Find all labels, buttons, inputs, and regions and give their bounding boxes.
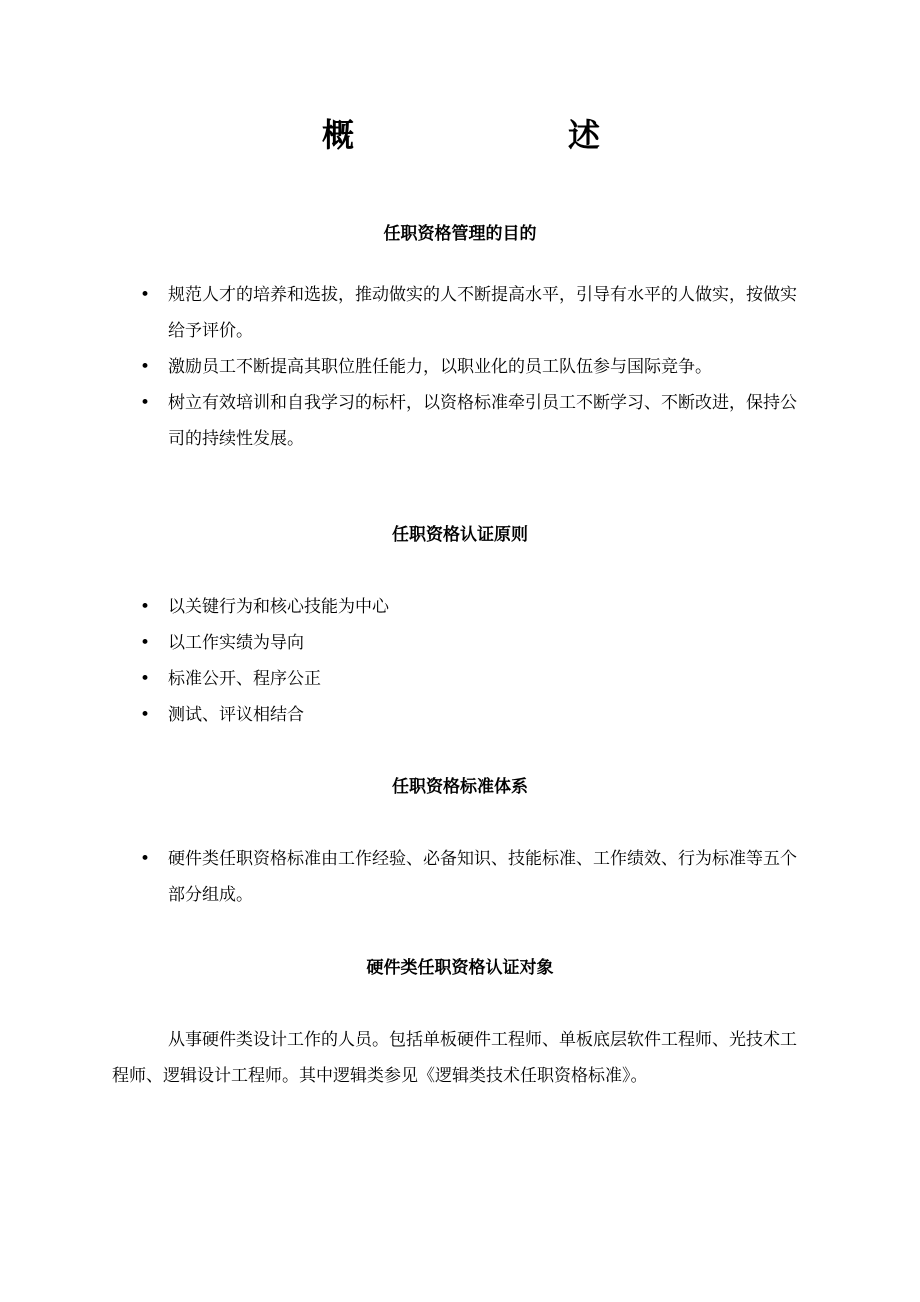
section-heading-certification-target: 硬件类任职资格认证对象 — [366, 958, 554, 978]
section-heading-purpose: 任职资格管理的目的 — [383, 224, 537, 244]
list-item — [0, 841, 810, 913]
list-item — [0, 589, 810, 625]
list-item — [0, 349, 810, 385]
bullet-icon: • — [140, 849, 151, 869]
list-item-text: 测试、评议相结合 — [168, 705, 304, 725]
list-item — [0, 697, 810, 733]
certification-target-paragraph: 从事硬件类设计工作的人员。包括单板硬件工程师、单板底层软件工程师、光技术工程师、逻辑设计工程师。其中逻辑类参见《逻辑类技术任职资格标准》。 — [112, 1030, 797, 1086]
list-item-text: 以工作实绩为导向 — [168, 633, 304, 653]
bullet-icon: • — [140, 633, 151, 653]
list-item — [0, 625, 810, 661]
bullet-icon: • — [140, 285, 151, 305]
list-item-text: 标准公开、程序公正 — [168, 669, 321, 689]
list-item-text: 树立有效培训和自我学习的标杆，以资格标准牵引员工不断学习、不断改进，保持公司的持续性发展。 — [168, 393, 797, 449]
list-item-text: 规范人才的培养和选拔，推动做实的人不断提高水平，引导有水平的人做实，按做实给予评价。 — [168, 285, 797, 341]
bullet-icon: • — [140, 393, 151, 413]
list-item-text: 激励员工不断提高其职位胜任能力，以职业化的员工队伍参与国际竞争。 — [168, 357, 712, 377]
list-item-text: 以关键行为和核心技能为中心 — [168, 597, 389, 617]
page-title-part-2: 述 — [568, 116, 601, 154]
list-item — [0, 661, 810, 697]
bullet-icon: • — [140, 705, 151, 725]
bullet-icon: • — [140, 357, 151, 377]
page-title-part-1: 概 — [322, 116, 355, 154]
section-heading-principles: 任职资格认证原则 — [392, 525, 528, 545]
list-item-text: 硬件类任职资格标准由工作经验、必备知识、技能标准、工作绩效、行为标准等五个部分组成。 — [168, 849, 797, 905]
purpose-list — [0, 277, 920, 457]
principles-list — [0, 589, 920, 733]
list-item — [0, 385, 810, 457]
list-item — [0, 277, 810, 349]
section-heading-standard-system: 任职资格标准体系 — [392, 777, 528, 797]
bullet-icon: • — [140, 669, 151, 689]
standard-system-list — [0, 841, 920, 913]
page-title — [0, 110, 920, 160]
bullet-icon: • — [140, 597, 151, 617]
